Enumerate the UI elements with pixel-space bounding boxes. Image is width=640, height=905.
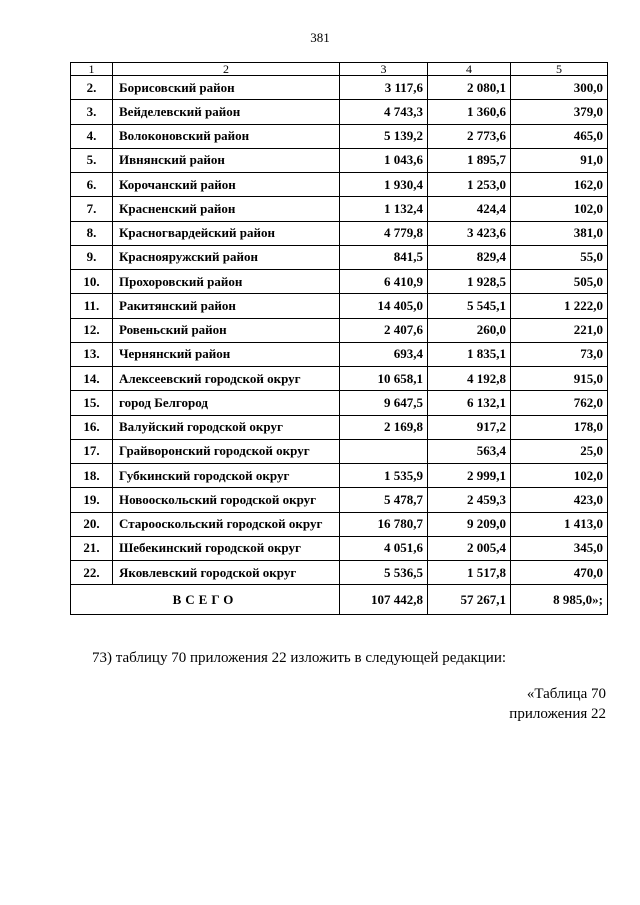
total-col-5: 8 985,0»; bbox=[511, 585, 608, 615]
district-name: Алексеевский городской округ bbox=[113, 367, 340, 391]
value-col-3: 841,5 bbox=[340, 245, 428, 269]
value-col-4: 6 132,1 bbox=[428, 391, 511, 415]
value-col-5: 762,0 bbox=[511, 391, 608, 415]
header-col-1: 1 bbox=[71, 63, 113, 76]
value-col-4: 3 423,6 bbox=[428, 221, 511, 245]
row-number: 3. bbox=[71, 100, 113, 124]
value-col-3: 5 478,7 bbox=[340, 488, 428, 512]
row-number: 19. bbox=[71, 488, 113, 512]
value-col-4: 1 928,5 bbox=[428, 270, 511, 294]
district-name: Валуйский городской округ bbox=[113, 415, 340, 439]
row-number: 2. bbox=[71, 76, 113, 100]
row-number: 5. bbox=[71, 148, 113, 172]
row-number: 22. bbox=[71, 561, 113, 585]
table-caption-line2: приложения 22 bbox=[509, 706, 606, 722]
table-row bbox=[71, 76, 608, 100]
table-row bbox=[71, 100, 608, 124]
district-name: Яковлевский городской округ bbox=[113, 561, 340, 585]
value-col-3: 16 780,7 bbox=[340, 512, 428, 536]
row-number: 17. bbox=[71, 439, 113, 463]
value-col-5: 1 413,0 bbox=[511, 512, 608, 536]
value-col-5: 505,0 bbox=[511, 270, 608, 294]
district-name: Шебекинский городской округ bbox=[113, 536, 340, 560]
value-col-5: 102,0 bbox=[511, 464, 608, 488]
value-col-3: 10 658,1 bbox=[340, 367, 428, 391]
district-name: Чернянский район bbox=[113, 342, 340, 366]
value-col-4: 917,2 bbox=[428, 415, 511, 439]
row-number: 14. bbox=[71, 367, 113, 391]
row-number: 20. bbox=[71, 512, 113, 536]
row-number: 10. bbox=[71, 270, 113, 294]
table-row bbox=[71, 367, 608, 391]
table-row bbox=[71, 318, 608, 342]
header-col-5: 5 bbox=[511, 63, 608, 76]
total-row bbox=[71, 585, 608, 615]
row-number: 7. bbox=[71, 197, 113, 221]
total-col-3: 107 442,8 bbox=[340, 585, 428, 615]
value-col-4: 2 459,3 bbox=[428, 488, 511, 512]
district-name: Прохоровский район bbox=[113, 270, 340, 294]
value-col-4: 424,4 bbox=[428, 197, 511, 221]
table-row bbox=[71, 221, 608, 245]
value-col-4: 1 253,0 bbox=[428, 173, 511, 197]
value-col-3: 1 930,4 bbox=[340, 173, 428, 197]
value-col-4: 829,4 bbox=[428, 245, 511, 269]
district-name: Губкинский городской округ bbox=[113, 464, 340, 488]
table-row bbox=[71, 536, 608, 560]
value-col-5: 25,0 bbox=[511, 439, 608, 463]
row-number: 21. bbox=[71, 536, 113, 560]
table-row bbox=[71, 561, 608, 585]
value-col-4: 1 517,8 bbox=[428, 561, 511, 585]
district-name: Красногвардейский район bbox=[113, 221, 340, 245]
value-col-3: 693,4 bbox=[340, 342, 428, 366]
value-col-3: 2 169,8 bbox=[340, 415, 428, 439]
row-number: 12. bbox=[71, 318, 113, 342]
amendment-text: 73) таблицу 70 приложения 22 изложить в следующей редакции: bbox=[92, 650, 507, 666]
value-col-3: 1 043,6 bbox=[340, 148, 428, 172]
district-name: город Белгород bbox=[113, 391, 340, 415]
value-col-3: 5 139,2 bbox=[340, 124, 428, 148]
table-row bbox=[71, 245, 608, 269]
value-col-5: 470,0 bbox=[511, 561, 608, 585]
table-row bbox=[71, 415, 608, 439]
district-name: Красненский район bbox=[113, 197, 340, 221]
district-name: Ивнянский район bbox=[113, 148, 340, 172]
value-col-4: 4 192,8 bbox=[428, 367, 511, 391]
district-name: Вейделевский район bbox=[113, 100, 340, 124]
row-number: 9. bbox=[71, 245, 113, 269]
value-col-3: 1 132,4 bbox=[340, 197, 428, 221]
value-col-3 bbox=[340, 439, 428, 463]
value-col-4: 2 999,1 bbox=[428, 464, 511, 488]
table-row bbox=[71, 197, 608, 221]
value-col-3: 6 410,9 bbox=[340, 270, 428, 294]
district-name: Волоконовский район bbox=[113, 124, 340, 148]
row-number: 11. bbox=[71, 294, 113, 318]
district-name: Краснояружский район bbox=[113, 245, 340, 269]
row-number: 6. bbox=[71, 173, 113, 197]
value-col-4: 2 080,1 bbox=[428, 76, 511, 100]
table-row bbox=[71, 342, 608, 366]
value-col-5: 379,0 bbox=[511, 100, 608, 124]
table-row bbox=[71, 270, 608, 294]
district-name: Грайворонский городской округ bbox=[113, 439, 340, 463]
value-col-5: 73,0 bbox=[511, 342, 608, 366]
row-number: 16. bbox=[71, 415, 113, 439]
value-col-3: 9 647,5 bbox=[340, 391, 428, 415]
value-col-4: 2 005,4 bbox=[428, 536, 511, 560]
value-col-4: 5 545,1 bbox=[428, 294, 511, 318]
value-col-4: 563,4 bbox=[428, 439, 511, 463]
value-col-5: 102,0 bbox=[511, 197, 608, 221]
row-number: 13. bbox=[71, 342, 113, 366]
district-name: Борисовский район bbox=[113, 76, 340, 100]
value-col-5: 465,0 bbox=[511, 124, 608, 148]
district-name: Ровеньский район bbox=[113, 318, 340, 342]
row-number: 8. bbox=[71, 221, 113, 245]
header-col-2: 2 bbox=[113, 63, 340, 76]
table-row bbox=[71, 173, 608, 197]
value-col-4: 1 835,1 bbox=[428, 342, 511, 366]
district-name: Старооскольский городской округ bbox=[113, 512, 340, 536]
table-row bbox=[71, 512, 608, 536]
value-col-3: 1 535,9 bbox=[340, 464, 428, 488]
table-caption-line1: «Таблица 70 bbox=[526, 686, 606, 702]
header-col-4: 4 bbox=[428, 63, 511, 76]
district-name: Корочанский район bbox=[113, 173, 340, 197]
row-number: 4. bbox=[71, 124, 113, 148]
value-col-3: 5 536,5 bbox=[340, 561, 428, 585]
value-col-5: 162,0 bbox=[511, 173, 608, 197]
value-col-3: 4 779,8 bbox=[340, 221, 428, 245]
value-col-4: 9 209,0 bbox=[428, 512, 511, 536]
row-number: 18. bbox=[71, 464, 113, 488]
value-col-4: 2 773,6 bbox=[428, 124, 511, 148]
value-col-4: 1 360,6 bbox=[428, 100, 511, 124]
table-row bbox=[71, 148, 608, 172]
table-row bbox=[71, 124, 608, 148]
value-col-3: 4 051,6 bbox=[340, 536, 428, 560]
header-row bbox=[71, 63, 608, 76]
budget-table bbox=[70, 62, 608, 615]
value-col-5: 915,0 bbox=[511, 367, 608, 391]
table-row bbox=[71, 439, 608, 463]
value-col-5: 381,0 bbox=[511, 221, 608, 245]
value-col-5: 345,0 bbox=[511, 536, 608, 560]
district-name: Новооскольский городской округ bbox=[113, 488, 340, 512]
value-col-5: 221,0 bbox=[511, 318, 608, 342]
table-row bbox=[71, 391, 608, 415]
value-col-3: 2 407,6 bbox=[340, 318, 428, 342]
value-col-5: 55,0 bbox=[511, 245, 608, 269]
value-col-4: 1 895,7 bbox=[428, 148, 511, 172]
value-col-5: 1 222,0 bbox=[511, 294, 608, 318]
value-col-5: 423,0 bbox=[511, 488, 608, 512]
table-row bbox=[71, 464, 608, 488]
value-col-4: 260,0 bbox=[428, 318, 511, 342]
value-col-5: 178,0 bbox=[511, 415, 608, 439]
value-col-5: 91,0 bbox=[511, 148, 608, 172]
header-col-3: 3 bbox=[340, 63, 428, 76]
row-number: 15. bbox=[71, 391, 113, 415]
value-col-3: 4 743,3 bbox=[340, 100, 428, 124]
total-col-4: 57 267,1 bbox=[428, 585, 511, 615]
table-row bbox=[71, 294, 608, 318]
page-number: 381 bbox=[310, 30, 330, 45]
value-col-3: 14 405,0 bbox=[340, 294, 428, 318]
district-name: Ракитянский район bbox=[113, 294, 340, 318]
value-col-3: 3 117,6 bbox=[340, 76, 428, 100]
total-label: ВСЕГО bbox=[71, 585, 340, 615]
table-row bbox=[71, 488, 608, 512]
value-col-5: 300,0 bbox=[511, 76, 608, 100]
